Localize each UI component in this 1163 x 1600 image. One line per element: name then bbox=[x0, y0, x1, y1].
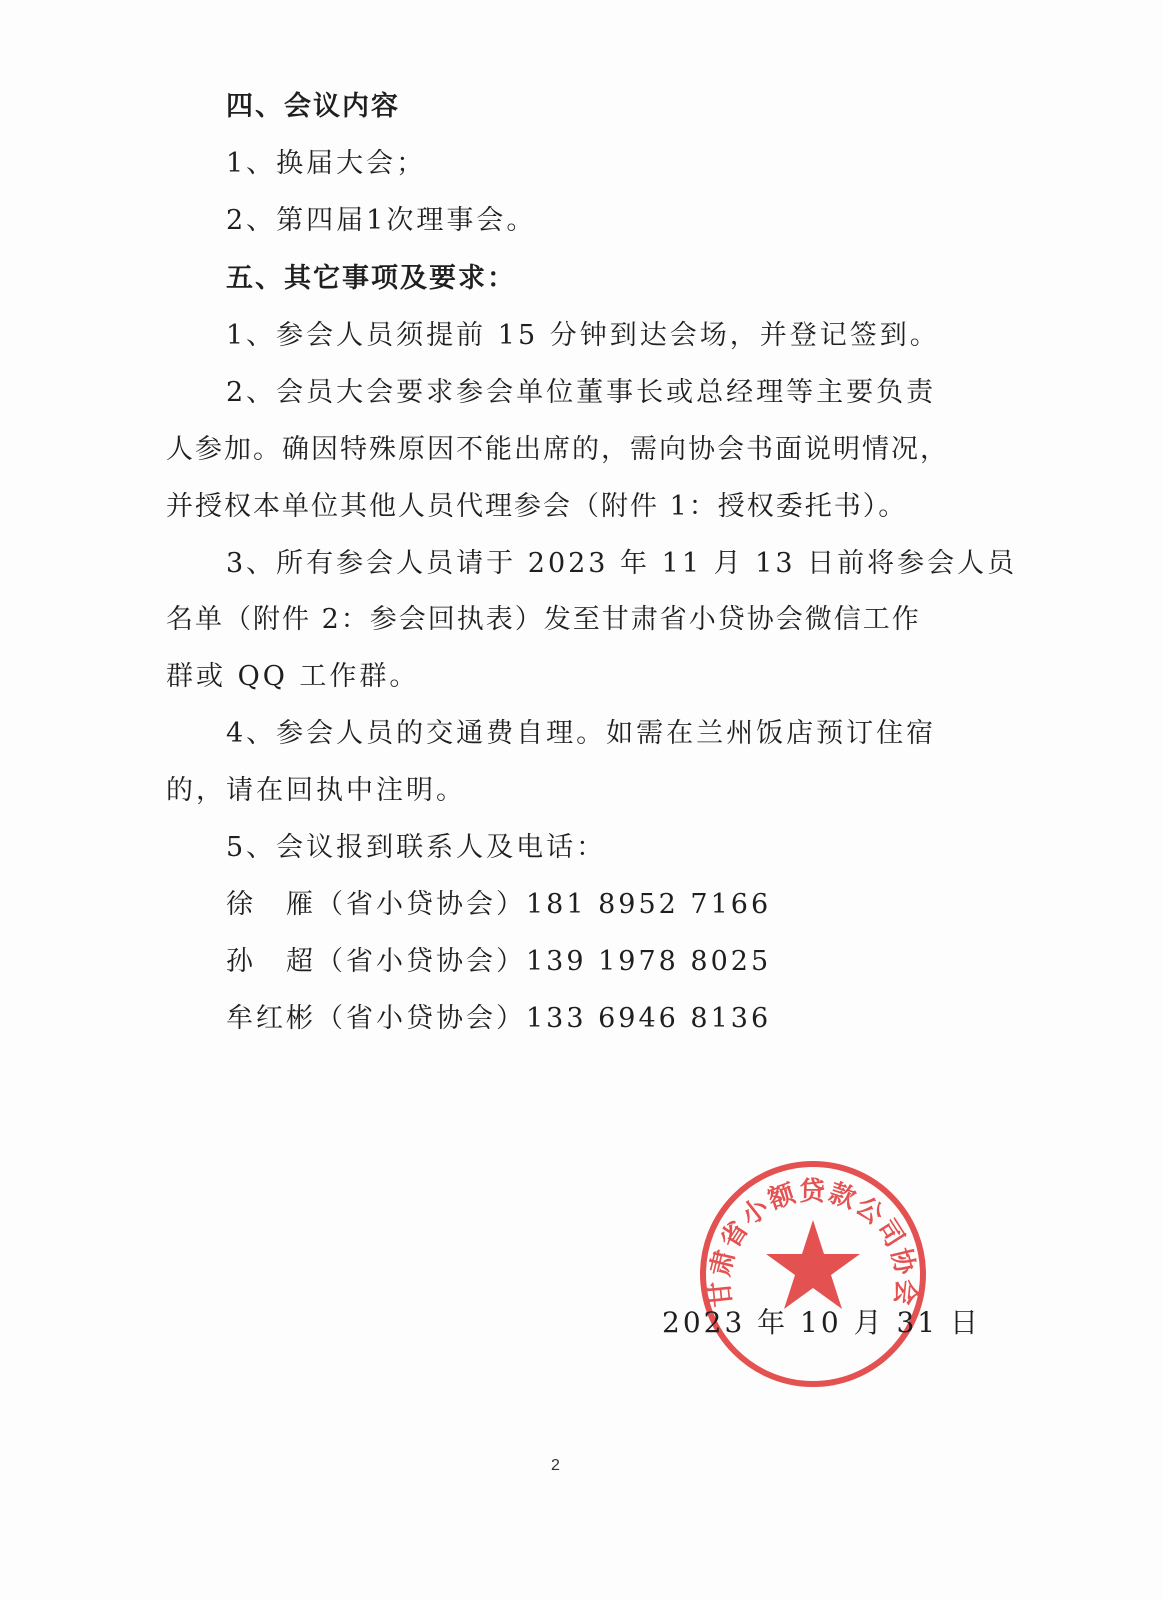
document-date: 2023 年 10 月 31 日 bbox=[662, 1306, 982, 1339]
section-five-paragraph-3-line-3: 群或 QQ 工作群。 bbox=[166, 661, 420, 692]
section-five-paragraph-3-line-2: 名单（附件 2：参会回执表）发至甘肃省小贷协会微信工作 bbox=[166, 604, 921, 635]
contact-org: （省小贷协会） bbox=[316, 946, 526, 977]
contact-row bbox=[226, 1002, 771, 1036]
section-four-title: 四、会议内容 bbox=[226, 91, 400, 122]
section-five-paragraph-2-line-3: 并授权本单位其他人员代理参会（附件 1：授权委托书）。 bbox=[166, 491, 908, 522]
contact-org: （省小贷协会） bbox=[316, 889, 526, 920]
contact-phone: 139 1978 8025 bbox=[526, 946, 772, 977]
contact-org: （省小贷协会） bbox=[316, 1003, 526, 1034]
section-four-item-2: 2、第四届1次理事会。 bbox=[226, 205, 537, 236]
section-five-paragraph-4-line-2: 的，请在回执中注明。 bbox=[166, 775, 466, 806]
section-five-paragraph-1: 1、参会人员须提前 15 分钟到达会场，并登记签到。 bbox=[226, 320, 940, 351]
section-five-paragraph-3-line-1: 3、所有参会人员请于 2023 年 11 月 13 日前将参会人员 bbox=[226, 548, 1018, 579]
organization-seal bbox=[697, 1158, 929, 1390]
section-five-title: 五、其它事项及要求： bbox=[226, 263, 516, 294]
contact-name: 徐 雁 bbox=[226, 889, 316, 920]
contact-row bbox=[226, 945, 771, 979]
contact-phone: 181 8952 7166 bbox=[526, 889, 772, 920]
section-four-item-1: 1、换届大会； bbox=[226, 148, 427, 179]
contact-phone: 133 6946 8136 bbox=[526, 1003, 772, 1034]
seal-text-path: 甘肃省小额贷款公司协会 bbox=[705, 1176, 921, 1309]
section-five-paragraph-2-line-1: 2、会员大会要求参会单位董事长或总经理等主要负责 bbox=[226, 377, 937, 408]
section-five-paragraph-5: 5、会议报到联系人及电话： bbox=[226, 832, 607, 863]
page-number: 2 bbox=[551, 1457, 560, 1474]
contact-name: 孙 超 bbox=[226, 946, 316, 977]
contact-name: 牟红彬 bbox=[226, 1003, 316, 1034]
section-five-paragraph-4-line-1: 4、参会人员的交通费自理。如需在兰州饭店预订住宿 bbox=[226, 718, 937, 749]
star-icon bbox=[766, 1220, 860, 1309]
section-five-paragraph-2-line-2: 人参加。确因特殊原因不能出席的，需向协会书面说明情况， bbox=[166, 434, 949, 465]
contact-row bbox=[226, 888, 771, 922]
